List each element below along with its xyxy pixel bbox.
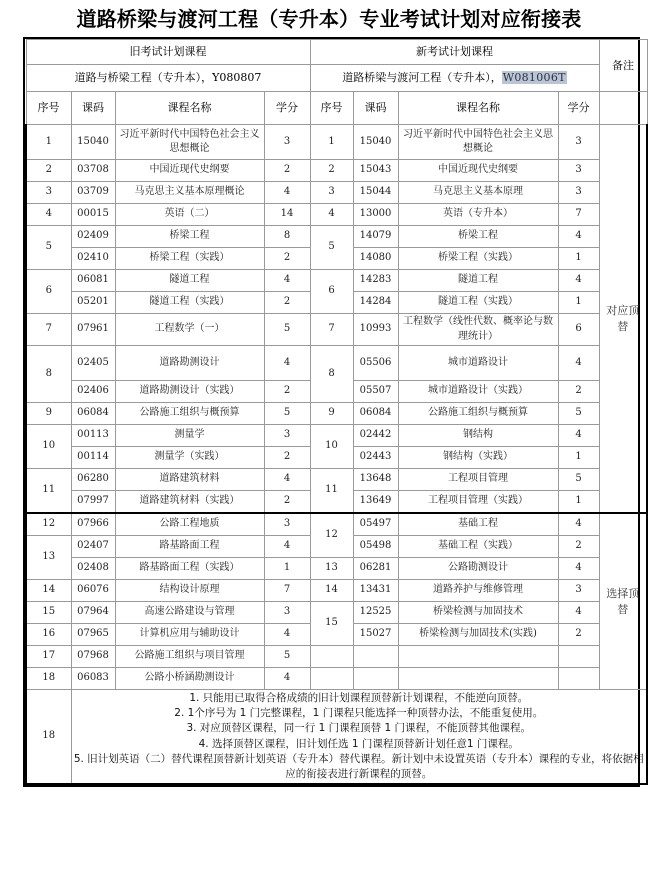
new-plan-name-text: 道路桥梁与渡河工程（专升本）， xyxy=(342,71,502,85)
new-credit-cell: 5 xyxy=(558,469,599,491)
new-seq-cell: 4 xyxy=(310,204,353,226)
table-row xyxy=(26,580,647,602)
new-seq-cell xyxy=(310,646,353,668)
old-course-name-cell: 桥梁工程（实践） xyxy=(115,248,264,270)
new-credit-cell: 3 xyxy=(558,580,599,602)
old-credit-cell: 3 xyxy=(264,125,310,160)
old-seq-cell: 12 xyxy=(26,513,71,536)
old-credit-cell: 14 xyxy=(264,204,310,226)
old-code-cell: 02410 xyxy=(71,248,115,270)
table-row xyxy=(26,558,647,580)
new-code-cell: 14284 xyxy=(353,292,398,314)
new-course-name-cell: 钢结构 xyxy=(398,425,558,447)
new-credit-cell: 5 xyxy=(558,403,599,425)
new-course-name-cell: 道路养护与维修管理 xyxy=(398,580,558,602)
new-course-name-cell: 习近平新时代中国特色社会主义思想概论 xyxy=(398,125,558,160)
footnote-text xyxy=(71,690,647,785)
new-plan-code-highlight[interactable]: W081006T xyxy=(502,71,566,85)
new-seq-cell: 9 xyxy=(310,403,353,425)
table-row xyxy=(26,403,647,425)
old-course-name-cell: 路基路面工程（实践） xyxy=(115,558,264,580)
new-code-cell: 02442 xyxy=(353,425,398,447)
new-seq-cell xyxy=(310,668,353,690)
new-course-name-cell: 马克思主义基本原理 xyxy=(398,182,558,204)
table-row xyxy=(26,602,647,624)
table-row xyxy=(26,160,647,182)
new-seq-cell: 7 xyxy=(310,314,353,346)
new-code-cell: 05498 xyxy=(353,536,398,558)
new-code-cell: 15044 xyxy=(353,182,398,204)
new-course-name-cell: 公路施工组织与概预算 xyxy=(398,403,558,425)
old-credit-cell: 3 xyxy=(264,425,310,447)
new-course-name-cell: 工程数学（线性代数、概率论与数理统计） xyxy=(398,314,558,346)
footnote-line-5: 5. 旧计划英语（二）替代课程顶替新计划英语（专升本）替代课程。新计划中未设置英语（专升本）课程的专业，将依据相应的衔接表进行新课程的顶替。 xyxy=(73,752,644,781)
old-seq-cell: 6 xyxy=(26,270,71,314)
old-code-cell: 03709 xyxy=(71,182,115,204)
new-plan-name xyxy=(310,65,599,92)
old-course-name-cell: 公路施工组织与概预算 xyxy=(115,403,264,425)
footnote-line-3: 3. 对应顶替区课程，同一行 1 门课程顶替 1 门课程，不能顶替其他课程。 xyxy=(186,722,532,735)
new-course-name-cell: 桥梁工程（实践） xyxy=(398,248,558,270)
new-seq-cell: 13 xyxy=(310,558,353,580)
new-code-cell: 12525 xyxy=(353,602,398,624)
table-row xyxy=(26,182,647,204)
old-code-cell: 02409 xyxy=(71,226,115,248)
new-code-cell: 13000 xyxy=(353,204,398,226)
new-credit-cell: 4 xyxy=(558,346,599,381)
old-credit-cell: 4 xyxy=(264,469,310,491)
old-code-cell: 00114 xyxy=(71,447,115,469)
old-seq-cell: 7 xyxy=(26,314,71,346)
table-row xyxy=(26,469,647,491)
new-code-cell xyxy=(353,646,398,668)
new-code-cell: 14283 xyxy=(353,270,398,292)
old-course-name-cell: 计算机应用与辅助设计 xyxy=(115,624,264,646)
new-code-cell: 05497 xyxy=(353,513,398,536)
new-code-cell: 14080 xyxy=(353,248,398,270)
old-course-name-cell: 桥梁工程 xyxy=(115,226,264,248)
old-course-name-cell: 公路施工组织与项目管理 xyxy=(115,646,264,668)
new-code-cell: 10993 xyxy=(353,314,398,346)
footnote-line-1: 1. 只能用已取得合格成绩的旧计划课程顶替新计划课程，不能逆向顶替。 xyxy=(189,692,529,704)
old-code-cell: 06084 xyxy=(71,403,115,425)
old-seq-cell: 1 xyxy=(26,125,71,160)
old-credit-cell: 2 xyxy=(264,248,310,270)
old-code-cell: 07966 xyxy=(71,513,115,536)
new-code-cell: 02443 xyxy=(353,447,398,469)
old-course-name-cell: 工程数学（一） xyxy=(115,314,264,346)
new-course-name-cell: 城市道路设计（实践） xyxy=(398,381,558,403)
old-course-name-cell: 马克思主义基本原理概论 xyxy=(115,182,264,204)
new-course-name-cell: 隧道工程 xyxy=(398,270,558,292)
old-course-name-cell: 中国近现代史纲要 xyxy=(115,160,264,182)
old-course-name-cell: 道路建筑材料（实践） xyxy=(115,491,264,514)
new-code-cell: 13648 xyxy=(353,469,398,491)
old-code-cell: 07961 xyxy=(71,314,115,346)
old-seq-cell: 4 xyxy=(26,204,71,226)
old-code-cell: 15040 xyxy=(71,125,115,160)
old-credit-cell: 1 xyxy=(264,558,310,580)
articulation-table-container xyxy=(23,37,644,787)
new-course-name-cell: 工程项目管理 xyxy=(398,469,558,491)
new-credit-cell: 4 xyxy=(558,226,599,248)
new-course-name-cell: 桥梁工程 xyxy=(398,226,558,248)
old-credit-cell: 4 xyxy=(264,668,310,690)
old-seq-cell: 3 xyxy=(26,182,71,204)
old-seq-cell: 13 xyxy=(26,536,71,580)
new-credit-cell: 4 xyxy=(558,558,599,580)
old-credit-cell: 5 xyxy=(264,403,310,425)
old-seq-cell: 18 xyxy=(26,668,71,690)
old-code-cell: 02405 xyxy=(71,346,115,381)
table-row xyxy=(26,425,647,447)
new-course-name-cell: 中国近现代史纲要 xyxy=(398,160,558,182)
new-seq-cell: 8 xyxy=(310,346,353,403)
new-credit-cell: 2 xyxy=(558,381,599,403)
old-seq-cell: 9 xyxy=(26,403,71,425)
new-credit-cell: 3 xyxy=(558,125,599,160)
old-seq-cell: 8 xyxy=(26,346,71,403)
old-credit-cell: 4 xyxy=(264,182,310,204)
col-header-old-name: 课程名称 xyxy=(115,92,264,125)
footnote-line-4: 4. 选择顶替区课程，旧计划任选 1 门课程顶替新计划任意1 门课程。 xyxy=(198,737,519,750)
table-row xyxy=(26,270,647,292)
new-code-cell: 14079 xyxy=(353,226,398,248)
old-code-cell: 02407 xyxy=(71,536,115,558)
remark-cell-corresponding: 对应顶替 xyxy=(599,125,647,514)
old-code-cell: 07964 xyxy=(71,602,115,624)
old-seq-cell: 2 xyxy=(26,160,71,182)
col-header-remark-spacer xyxy=(599,92,647,125)
col-header-old-seq: 序号 xyxy=(26,92,71,125)
new-course-name-cell: 隧道工程（实践） xyxy=(398,292,558,314)
old-course-name-cell: 路基路面工程 xyxy=(115,536,264,558)
old-course-name-cell: 公路小桥涵勘测设计 xyxy=(115,668,264,690)
table-row xyxy=(26,668,647,690)
old-credit-cell: 4 xyxy=(264,270,310,292)
old-seq-cell: 17 xyxy=(26,646,71,668)
new-seq-cell: 3 xyxy=(310,182,353,204)
col-header-new-seq: 序号 xyxy=(310,92,353,125)
old-course-name-cell: 道路勘测设计 xyxy=(115,346,264,381)
new-credit-cell: 1 xyxy=(558,447,599,469)
old-seq-cell: 11 xyxy=(26,469,71,514)
articulation-table xyxy=(25,39,648,785)
col-header-old-credit: 学分 xyxy=(264,92,310,125)
new-credit-cell: 4 xyxy=(558,602,599,624)
new-credit-cell: 7 xyxy=(558,204,599,226)
old-seq-cell: 16 xyxy=(26,624,71,646)
old-course-name-cell: 习近平新时代中国特色社会主义思想概论 xyxy=(115,125,264,160)
column-header-row xyxy=(26,92,647,125)
old-code-cell: 02406 xyxy=(71,381,115,403)
old-course-name-cell: 结构设计原理 xyxy=(115,580,264,602)
old-code-cell: 06076 xyxy=(71,580,115,602)
old-code-cell: 06081 xyxy=(71,270,115,292)
col-header-new-credit: 学分 xyxy=(558,92,599,125)
new-code-cell xyxy=(353,668,398,690)
new-credit-cell: 1 xyxy=(558,491,599,514)
table-body xyxy=(26,125,647,690)
table-row xyxy=(26,646,647,668)
new-course-name-cell: 桥梁检测与加固技术(实践) xyxy=(398,624,558,646)
new-credit-cell xyxy=(558,646,599,668)
footnote-row xyxy=(26,690,647,785)
old-credit-cell: 5 xyxy=(264,314,310,346)
old-course-name-cell: 测量学（实践） xyxy=(115,447,264,469)
new-course-name-cell: 公路勘测设计 xyxy=(398,558,558,580)
new-code-cell: 15040 xyxy=(353,125,398,160)
table-row xyxy=(26,346,647,381)
new-seq-cell: 15 xyxy=(310,602,353,646)
new-credit-cell: 4 xyxy=(558,270,599,292)
old-credit-cell: 4 xyxy=(264,346,310,381)
new-seq-cell: 1 xyxy=(310,125,353,160)
old-credit-cell: 2 xyxy=(264,447,310,469)
old-credit-cell: 4 xyxy=(264,536,310,558)
col-header-new-code: 课码 xyxy=(353,92,398,125)
table-row xyxy=(26,314,647,346)
footnote-seq: 18 xyxy=(26,690,71,785)
group-header-row xyxy=(26,40,647,65)
new-seq-cell: 12 xyxy=(310,513,353,558)
old-code-cell: 07968 xyxy=(71,646,115,668)
old-code-cell: 03708 xyxy=(71,160,115,182)
old-code-cell: 00113 xyxy=(71,425,115,447)
old-credit-cell: 2 xyxy=(264,160,310,182)
page-title: 道路桥梁与渡河工程（专升本）专业考试计划对应衔接表 xyxy=(76,7,582,31)
new-course-name-cell: 城市道路设计 xyxy=(398,346,558,381)
old-credit-cell: 5 xyxy=(264,646,310,668)
table-foot xyxy=(26,690,647,785)
old-code-cell: 07997 xyxy=(71,491,115,514)
new-credit-cell: 2 xyxy=(558,624,599,646)
new-code-cell: 15027 xyxy=(353,624,398,646)
new-credit-cell xyxy=(558,668,599,690)
old-code-cell: 02408 xyxy=(71,558,115,580)
new-seq-cell: 6 xyxy=(310,270,353,314)
old-credit-cell: 3 xyxy=(264,602,310,624)
col-header-old-code: 课码 xyxy=(71,92,115,125)
new-seq-cell: 5 xyxy=(310,226,353,270)
new-credit-cell: 6 xyxy=(558,314,599,346)
new-course-name-cell: 桥梁检测与加固技术 xyxy=(398,602,558,624)
new-credit-cell: 1 xyxy=(558,248,599,270)
old-credit-cell: 3 xyxy=(264,513,310,536)
old-course-name-cell: 道路建筑材料 xyxy=(115,469,264,491)
new-credit-cell: 2 xyxy=(558,536,599,558)
new-code-cell: 13649 xyxy=(353,491,398,514)
new-code-cell: 05506 xyxy=(353,346,398,381)
old-seq-cell: 10 xyxy=(26,425,71,469)
new-course-name-cell: 工程项目管理（实践） xyxy=(398,491,558,514)
old-course-name-cell: 测量学 xyxy=(115,425,264,447)
old-code-cell: 05201 xyxy=(71,292,115,314)
new-course-name-cell: 英语（专升本） xyxy=(398,204,558,226)
old-course-name-cell: 高速公路建设与管理 xyxy=(115,602,264,624)
old-course-name-cell: 道路勘测设计（实践） xyxy=(115,381,264,403)
new-code-cell: 06084 xyxy=(353,403,398,425)
old-code-cell: 06083 xyxy=(71,668,115,690)
old-plan-group-header: 旧考试计划课程 xyxy=(26,40,310,65)
old-course-name-cell: 英语（二） xyxy=(115,204,264,226)
old-credit-cell: 4 xyxy=(264,624,310,646)
old-code-cell: 06280 xyxy=(71,469,115,491)
old-credit-cell: 8 xyxy=(264,226,310,248)
new-course-name-cell xyxy=(398,646,558,668)
old-credit-cell: 2 xyxy=(264,491,310,514)
plan-name-row xyxy=(26,65,647,92)
table-row xyxy=(26,513,647,536)
new-credit-cell: 4 xyxy=(558,425,599,447)
new-course-name-cell: 基础工程 xyxy=(398,513,558,536)
new-credit-cell: 3 xyxy=(558,160,599,182)
new-course-name-cell: 钢结构（实践） xyxy=(398,447,558,469)
new-credit-cell: 4 xyxy=(558,513,599,536)
new-code-cell: 15043 xyxy=(353,160,398,182)
old-code-cell: 07965 xyxy=(71,624,115,646)
new-code-cell: 06281 xyxy=(353,558,398,580)
new-seq-cell: 10 xyxy=(310,425,353,469)
new-seq-cell: 11 xyxy=(310,469,353,514)
remark-column-header: 备注 xyxy=(599,40,647,92)
new-code-cell: 13431 xyxy=(353,580,398,602)
old-course-name-cell: 隧道工程（实践） xyxy=(115,292,264,314)
old-credit-cell: 2 xyxy=(264,292,310,314)
footnote-line-2: 2. 1个序号为 1 门完整课程，1 门课程只能选择一种顶替办法，不能重复使用。 xyxy=(174,707,544,720)
new-plan-group-header: 新考试计划课程 xyxy=(310,40,599,65)
old-seq-cell: 14 xyxy=(26,580,71,602)
new-credit-cell: 3 xyxy=(558,182,599,204)
old-course-name-cell: 隧道工程 xyxy=(115,270,264,292)
new-seq-cell: 14 xyxy=(310,580,353,602)
table-head xyxy=(26,40,647,125)
new-seq-cell: 2 xyxy=(310,160,353,182)
col-header-new-name: 课程名称 xyxy=(398,92,558,125)
old-plan-name: 道路与桥梁工程（专升本），Y080807 xyxy=(26,65,310,92)
old-code-cell: 00015 xyxy=(71,204,115,226)
old-credit-cell: 2 xyxy=(264,381,310,403)
new-course-name-cell xyxy=(398,668,558,690)
table-row xyxy=(26,226,647,248)
old-seq-cell: 5 xyxy=(26,226,71,270)
new-code-cell: 05507 xyxy=(353,381,398,403)
new-course-name-cell: 基础工程（实践） xyxy=(398,536,558,558)
old-course-name-cell: 公路工程地质 xyxy=(115,513,264,536)
new-credit-cell: 1 xyxy=(558,292,599,314)
table-row xyxy=(26,204,647,226)
remark-cell-selective: 选择顶替 xyxy=(599,513,647,690)
old-credit-cell: 7 xyxy=(264,580,310,602)
old-seq-cell: 15 xyxy=(26,602,71,624)
table-row xyxy=(26,125,647,160)
